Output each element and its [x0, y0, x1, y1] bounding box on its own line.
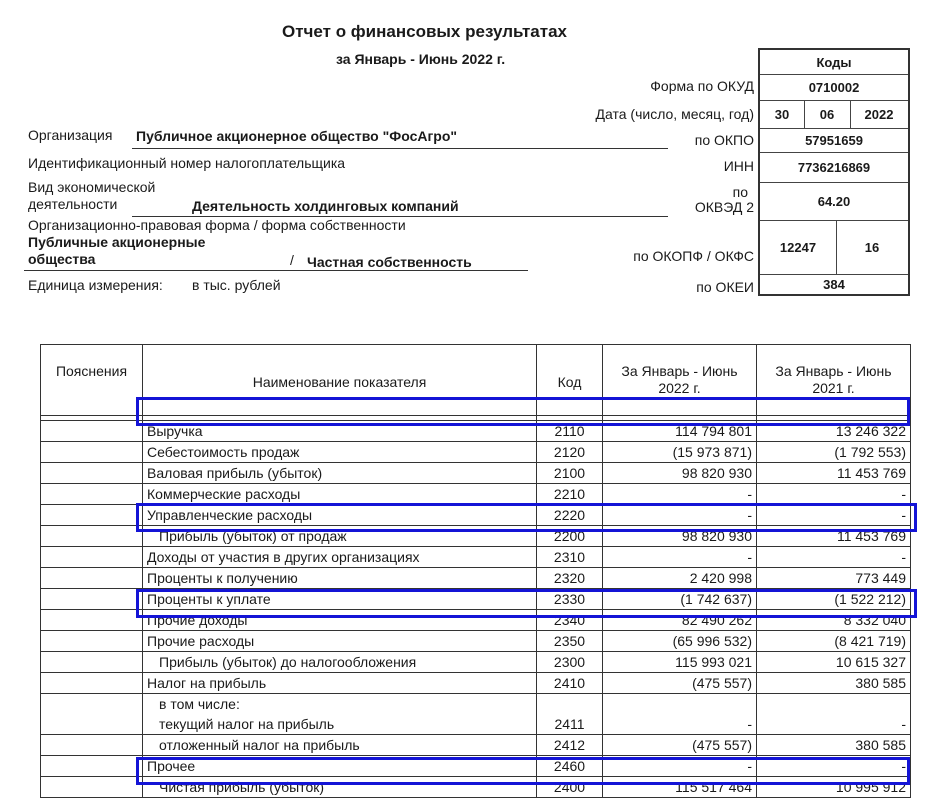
- header-notes: Пояснения: [41, 345, 143, 416]
- row-name: Валовая прибыль (убыток): [143, 463, 537, 484]
- row-value: 114 794 801: [603, 421, 757, 442]
- row-value: 11 453 769: [757, 526, 911, 547]
- ownership-value: Частная собственность: [307, 254, 472, 270]
- row-code: 2210: [537, 484, 603, 505]
- unit-label: Единица измерения:: [28, 277, 163, 293]
- row-value: (1 522 212): [757, 589, 911, 610]
- row-notes: [41, 463, 143, 484]
- row-code: 2330: [537, 589, 603, 610]
- row-code: 2300: [537, 652, 603, 673]
- table-row: [41, 484, 911, 505]
- date-code: [760, 100, 908, 129]
- header-current-line1: За Январь - Июнь: [621, 363, 738, 379]
- org-value: Публичное акционерное общество "ФосАгро": [136, 128, 458, 144]
- row-value: (8 421 719): [757, 631, 911, 652]
- taxpayer-label: Идентификационный номер налогоплательщика: [28, 155, 346, 171]
- row-value: 380 585: [757, 735, 911, 756]
- row-code: 2411: [537, 694, 603, 735]
- row-name: Чистая прибыль (убыток): [143, 777, 537, 798]
- row-value: -: [603, 547, 757, 568]
- row-name: Проценты к уплате: [143, 589, 537, 610]
- row-name: Прочее: [143, 756, 537, 777]
- row-notes: [41, 568, 143, 589]
- row-value: 773 449: [757, 568, 911, 589]
- okved-label-1: по: [732, 184, 748, 200]
- row-code: 2220: [537, 505, 603, 526]
- row-name: Доходы от участия в других организациях: [143, 547, 537, 568]
- highlight-sales-profit: [136, 503, 917, 532]
- okfs-value: 16: [864, 239, 880, 255]
- report-period: за Январь - Июнь 2022 г.: [336, 51, 506, 67]
- highlight-other-income: [136, 589, 917, 618]
- org-label: Организация: [28, 127, 113, 143]
- row-name: Прочие доходы: [143, 610, 537, 631]
- header-previous-line1: За Январь - Июнь: [775, 363, 892, 379]
- row-value: -: [603, 505, 757, 526]
- row-name: Проценты к получению: [143, 568, 537, 589]
- row-value: 98 820 930: [603, 463, 757, 484]
- row-name: Выручка: [143, 421, 537, 442]
- row-name: Себестоимость продаж: [143, 442, 537, 463]
- table-row: [41, 568, 911, 589]
- okopf-label: по ОКОПФ / ОКФС: [633, 248, 754, 264]
- row-value: -: [603, 484, 757, 505]
- row-name: Налог на прибыль: [143, 673, 537, 694]
- row-code: 2400: [537, 777, 603, 798]
- row-code: 2412: [537, 735, 603, 756]
- report-title: Отчет о финансовых результатах: [282, 22, 567, 41]
- header-previous-line2: 2021 г.: [812, 380, 855, 396]
- header-name: Наименование показателя: [143, 345, 537, 416]
- row-code: 2460: [537, 756, 603, 777]
- row-code: 2350: [537, 631, 603, 652]
- row-value: 98 820 930: [603, 526, 757, 547]
- row-value: -: [757, 756, 911, 777]
- okud-code: 0710002: [760, 74, 908, 101]
- okpo-code: 57951659: [760, 128, 908, 153]
- row-value: 11 453 769: [757, 463, 911, 484]
- row-code: 2100: [537, 463, 603, 484]
- row-code: 2310: [537, 547, 603, 568]
- okei-code: 384: [823, 276, 845, 292]
- row-value: -: [603, 756, 757, 777]
- row-notes: [41, 547, 143, 568]
- header-current-line2: 2022 г.: [658, 380, 701, 396]
- okopf-value: 12247: [779, 239, 817, 255]
- row-code: 2120: [537, 442, 603, 463]
- row-value: -: [757, 547, 911, 568]
- row-value: 380 585: [757, 673, 911, 694]
- date-day: 30: [774, 106, 790, 122]
- row-value: (15 973 871): [603, 442, 757, 463]
- row-notes: [41, 589, 143, 610]
- activity-label-1: Вид экономической: [28, 179, 156, 195]
- row-name: Прибыль (убыток) до налогообложения: [143, 652, 537, 673]
- activity-label-2: деятельности: [28, 196, 118, 212]
- row-value: 115 993 021: [603, 652, 757, 673]
- okopf-okfs-code: [760, 220, 908, 275]
- activity-value: Деятельность холдинговых компаний: [192, 198, 459, 214]
- form-value-2: общества: [28, 251, 96, 267]
- highlight-net-profit: [136, 757, 910, 785]
- inn-label: ИНН: [723, 158, 754, 174]
- row-notes: [41, 484, 143, 505]
- form-label: Организационно-правовая форма / форма собственности: [28, 217, 406, 233]
- row-value: (65 996 532): [603, 631, 757, 652]
- table-row: [41, 547, 911, 568]
- row-notes: [41, 526, 143, 547]
- row-value: (1 792 553): [757, 442, 911, 463]
- unit-value: в тыс. рублей: [192, 277, 281, 293]
- okei-label: по ОКЕИ: [696, 279, 754, 295]
- row-name: [143, 694, 537, 735]
- row-value: 10 995 912: [757, 777, 911, 798]
- row-value: -: [757, 694, 911, 735]
- row-value: 2 420 998: [603, 568, 757, 589]
- row-value: 8 332 040: [757, 610, 911, 631]
- okved-code: 64.20: [760, 182, 908, 221]
- row-notes: [41, 735, 143, 756]
- row-value: -: [757, 484, 911, 505]
- row-value: 13 246 322: [757, 421, 911, 442]
- row-value: (475 557): [603, 735, 757, 756]
- row-notes: [41, 442, 143, 463]
- row-value: 115 517 464: [603, 777, 757, 798]
- row-value: -: [603, 694, 757, 735]
- row-notes: [41, 505, 143, 526]
- row-code: 2410: [537, 673, 603, 694]
- okpo-label: по ОКПО: [694, 132, 754, 148]
- row-notes: [41, 756, 143, 777]
- row-value: (475 557): [603, 673, 757, 694]
- form-value-1: Публичные акционерные: [28, 234, 206, 250]
- table-row: [41, 735, 911, 756]
- row-subheader: в том числе:: [159, 696, 240, 712]
- row-name: Управленческие расходы: [143, 505, 537, 526]
- inn-code: 7736216869: [760, 152, 908, 183]
- row-name: Прибыль (убыток) от продаж: [143, 526, 537, 547]
- row-current-tax: текущий налог на прибыль: [159, 716, 335, 732]
- table-row: [41, 631, 911, 652]
- date-year: 2022: [864, 106, 894, 122]
- codes-title: Коды: [760, 50, 908, 75]
- row-notes: [41, 694, 143, 735]
- form-slash: /: [290, 252, 294, 268]
- okud-label: Форма по ОКУД: [650, 78, 754, 94]
- row-name: Коммерческие расходы: [143, 484, 537, 505]
- row-notes: [41, 673, 143, 694]
- row-value: -: [757, 505, 911, 526]
- row-notes: [41, 421, 143, 442]
- table-row: [41, 463, 911, 484]
- highlight-revenue: [136, 397, 910, 426]
- row-name: Прочие расходы: [143, 631, 537, 652]
- okved-label-2: ОКВЭД 2: [694, 199, 754, 215]
- row-code: 2340: [537, 610, 603, 631]
- table-row: [41, 652, 911, 673]
- row-value: (1 742 637): [603, 589, 757, 610]
- row-code: 2200: [537, 526, 603, 547]
- row-code: 2320: [537, 568, 603, 589]
- row-notes: [41, 652, 143, 673]
- table-row: [41, 694, 911, 735]
- date-label: Дата (число, месяц, год): [595, 106, 754, 122]
- row-value: 82 490 262: [603, 610, 757, 631]
- row-name: отложенный налог на прибыль: [143, 735, 537, 756]
- row-notes: [41, 610, 143, 631]
- row-code: 2110: [537, 421, 603, 442]
- row-notes: [41, 777, 143, 798]
- table-row: [41, 673, 911, 694]
- codes-box: [758, 48, 910, 296]
- date-month: 06: [819, 106, 835, 122]
- table-row: [41, 442, 911, 463]
- row-notes: [41, 631, 143, 652]
- header-code: Код: [537, 345, 603, 416]
- row-value: 10 615 327: [757, 652, 911, 673]
